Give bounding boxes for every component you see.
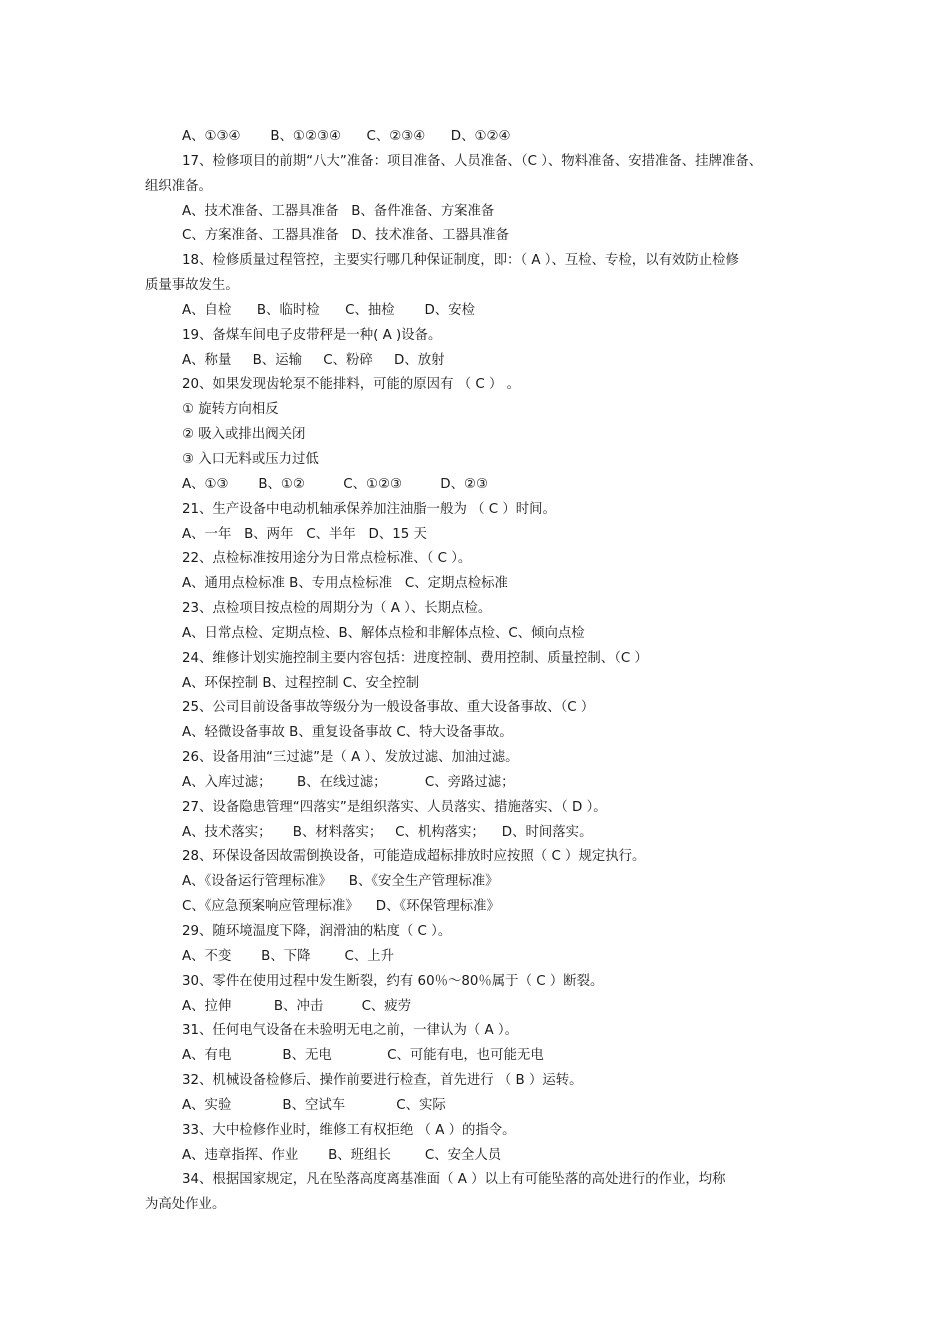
- question-21: 21、生产设备中电动机轴承保养加注油脂一般为 （ C ）时间。: [182, 501, 556, 517]
- question-32: 32、机械设备检修后、操作前要进行检查，首先进行 （ B ）运转。: [182, 1073, 583, 1089]
- question-17: 17、检修项目的前期“八大”准备：项目准备、人员准备、（C ）、物料准备、安措准备、挂牌准备、: [182, 153, 763, 169]
- question-20-item-2: ② 吸入或排出阀关闭: [182, 427, 306, 443]
- question-20: 20、如果发现齿轮泵不能排料，可能的原因有 （ C ） 。: [182, 377, 521, 393]
- question-22: 22、点检标准按用途分为日常点检标准、（ C ）。: [182, 551, 472, 567]
- question-18-continued: 质量事故发生。: [145, 278, 239, 294]
- answer-options-21: A、一年 B、两年 C、半年 D、15 天: [182, 526, 427, 542]
- answer-options-24: A、环保控制 B、过程控制 C、安全控制: [182, 675, 420, 691]
- answer-options-26: A、入库过滤； B、在线过滤； C、旁路过滤；: [182, 774, 515, 790]
- question-19: 19、备煤车间电子皮带秤是一种( A )设备。: [182, 327, 442, 343]
- answer-options-30: A、拉伸 B、冲击 C、疲劳: [182, 998, 412, 1014]
- question-33: 33、大中检修作业时，维修工有权拒绝 （ A ）的指令。: [182, 1122, 516, 1138]
- answer-options-29: A、不变 B、下降 C、上升: [182, 948, 395, 964]
- question-20-item-3: ③ 入口无料或压力过低: [182, 451, 319, 467]
- answer-options-19: A、称量 B、运输 C、粉碎 D、放射: [182, 352, 445, 368]
- question-31: 31、任何电气设备在未验明无电之前，一律认为（ A ）。: [182, 1023, 518, 1039]
- question-30: 30、零件在使用过程中发生断裂，约有 60％～80％属于（ C ）断裂。: [182, 973, 604, 989]
- answer-options-25: A、轻微设备事故 B、重复设备事故 C、特大设备事故。: [182, 725, 513, 741]
- question-23: 23、点检项目按点检的周期分为（ A ）、长期点检。: [182, 601, 492, 617]
- answer-options-17-ab: A、技术准备、工器具准备 B、备件准备、方案准备: [182, 203, 495, 219]
- document-body: [145, 125, 810, 1218]
- question-24: 24、维修计划实施控制主要内容包括：进度控制、费用控制、质量控制、（C ）: [182, 650, 648, 666]
- question-29: 29、随环境温度下降，润滑油的粘度（ C ）。: [182, 924, 452, 939]
- question-20-item-1: ① 旋转方向相反: [182, 402, 279, 418]
- question-34: 34、根据国家规定，凡在坠落高度离基准面（ A ）以上有可能坠落的高处进行的作业，均称: [182, 1172, 726, 1188]
- answer-options-18: A、自检 B、临时检 C、抽检 D、安检: [182, 302, 475, 318]
- question-28: 28、环保设备因故需倒换设备，可能造成超标排放时应按照（ C ）规定执行。: [182, 849, 646, 865]
- answer-options-20: A、①③ B、①② C、①②③ D、②③: [182, 476, 489, 492]
- question-18: 18、检修质量过程管控，主要实行哪几种保证制度，即：（ A ）、互检、专检，以有效防止检修: [182, 253, 739, 269]
- question-27: 27、设备隐患管理“四落实”是组织落实、人员落实、措施落实、（ D ）。: [182, 799, 607, 815]
- answer-options-33: A、违章指挥、作业 B、班组长 C、安全人员: [182, 1147, 502, 1163]
- answer-options-22: A、通用点检标准 B、专用点检标准 C、定期点检标准: [182, 576, 508, 592]
- question-25: 25、公司目前设备事故等级分为一般设备事故、重大设备事故、（C ）: [182, 700, 595, 716]
- question-34-continued: 为高处作业。: [145, 1197, 226, 1213]
- answer-options-32: A、实验 B、空试车 C、实际: [182, 1097, 446, 1113]
- answer-options-28-ab: A、《设备运行管理标准》 B、《安全生产管理标准》: [182, 874, 499, 890]
- answer-options-16: A、①③④ B、①②③④ C、②③④ D、①②④: [182, 129, 511, 144]
- answer-options-17-cd: C、方案准备、工器具准备 D、技术准备、工器具准备: [182, 228, 510, 244]
- question-17-continued: 组织准备。: [145, 178, 212, 194]
- answer-options-27: A、技术落实； B、材料落实； C、机构落实； D、时间落实。: [182, 824, 593, 840]
- answer-options-28-cd: C、《应急预案响应管理标准》 D、《环保管理标准》: [182, 899, 500, 915]
- answer-options-31: A、有电 B、无电 C、可能有电，也可能无电: [182, 1048, 544, 1064]
- question-26: 26、设备用油“三过滤”是（ A ）、发放过滤、加油过滤。: [182, 750, 519, 766]
- answer-options-23: A、日常点检、定期点检、B、解体点检和非解体点检、C、倾向点检: [182, 625, 585, 641]
